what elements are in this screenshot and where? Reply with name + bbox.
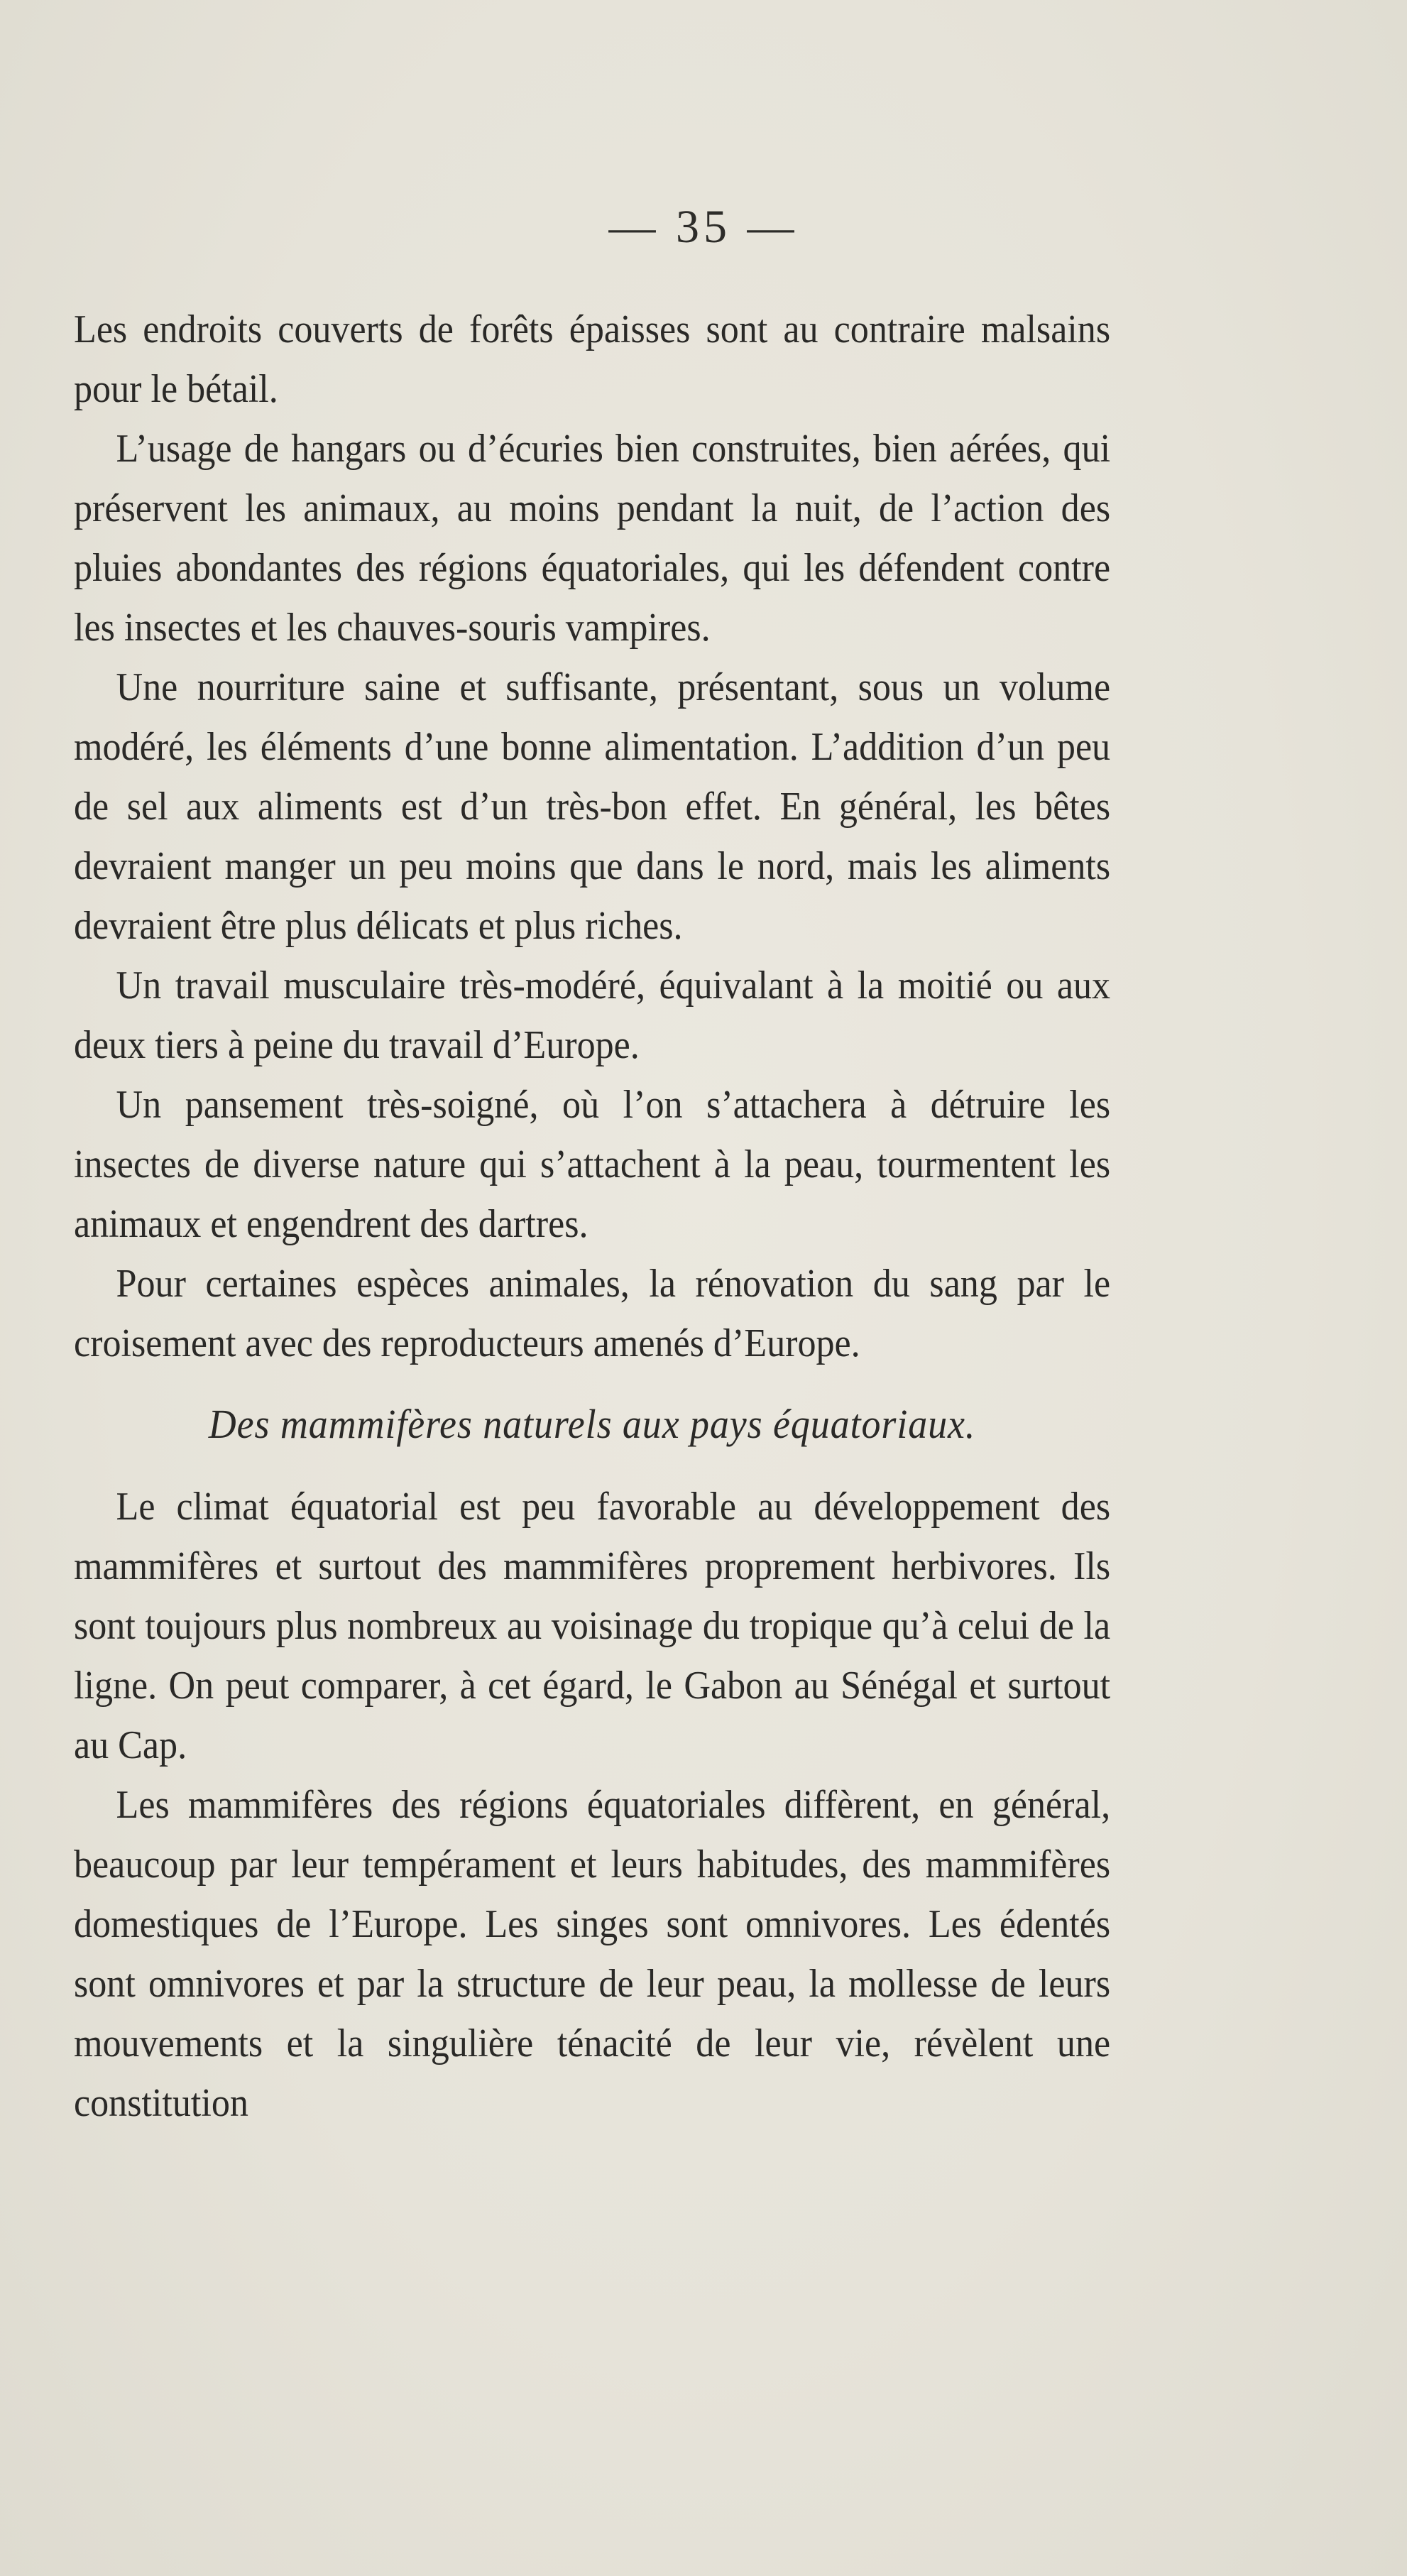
paragraph: Une nourriture saine et suffisante, présentant, sous un volume modéré, les éléments d’une bonne alimentation. L’addition d’un peu de sel aux aliments est d’un très-bon effet. En général, les bêtes devraient manger un peu moins que dans le nord, mais les aliments devraient être plus délicats et plus riches.: [74, 665, 1111, 948]
paragraph: Les endroits couverts de forêts épaisses sont au contraire malsains pour le bétail.: [74, 307, 1111, 411]
body-text: [74, 300, 1110, 2133]
paragraph: Pour certaines espèces animales, la rénovation du sang par le croisement avec des reproducteurs amenés d’Europe.: [74, 1262, 1111, 1365]
paragraph: Un travail musculaire très-modéré, équivalant à la moitié ou aux deux tiers à peine du travail d’Europe.: [74, 964, 1111, 1067]
paragraph: L’usage de hangars ou d’écuries bien construites, bien aérées, qui préservent les animaux, au moins pendant la nuit, de l’action des pluies abondantes des régions équatoriales, qui les défendent contre les insectes et les chauves-souris vampires.: [74, 427, 1111, 650]
page-number: — 35 —: [608, 201, 799, 253]
paragraph: Les mammifères des régions équatoriales diffèrent, en général, beaucoup par leur tempérament et leurs habitudes, des mammifères domestiques de l’Europe. Les singes sont omnivores. Les édentés sont omnivores et par la structure de leur peau, la mollesse de leurs mouvements et la singulière ténacité de leur vie, révèlent une constitution: [74, 1783, 1111, 2125]
section-heading: Des mammifères naturels aux pays équatoriaux.: [208, 1401, 976, 1447]
paragraph: Un pansement très-soigné, où l’on s’attachera à détruire les insectes de diverse nature qui s’attachent à la peau, tourmentent les animaux et engendrent des dartres.: [74, 1083, 1111, 1246]
paragraph: Le climat équatorial est peu favorable au développement des mammifères et surtout des mammifères proprement herbivores. Ils sont toujours plus nombreux au voisinage du tropique qu’à celui de la ligne. On peut comparer, à cet égard, le Gabon au Sénégal et surtout au Cap.: [74, 1485, 1111, 1767]
